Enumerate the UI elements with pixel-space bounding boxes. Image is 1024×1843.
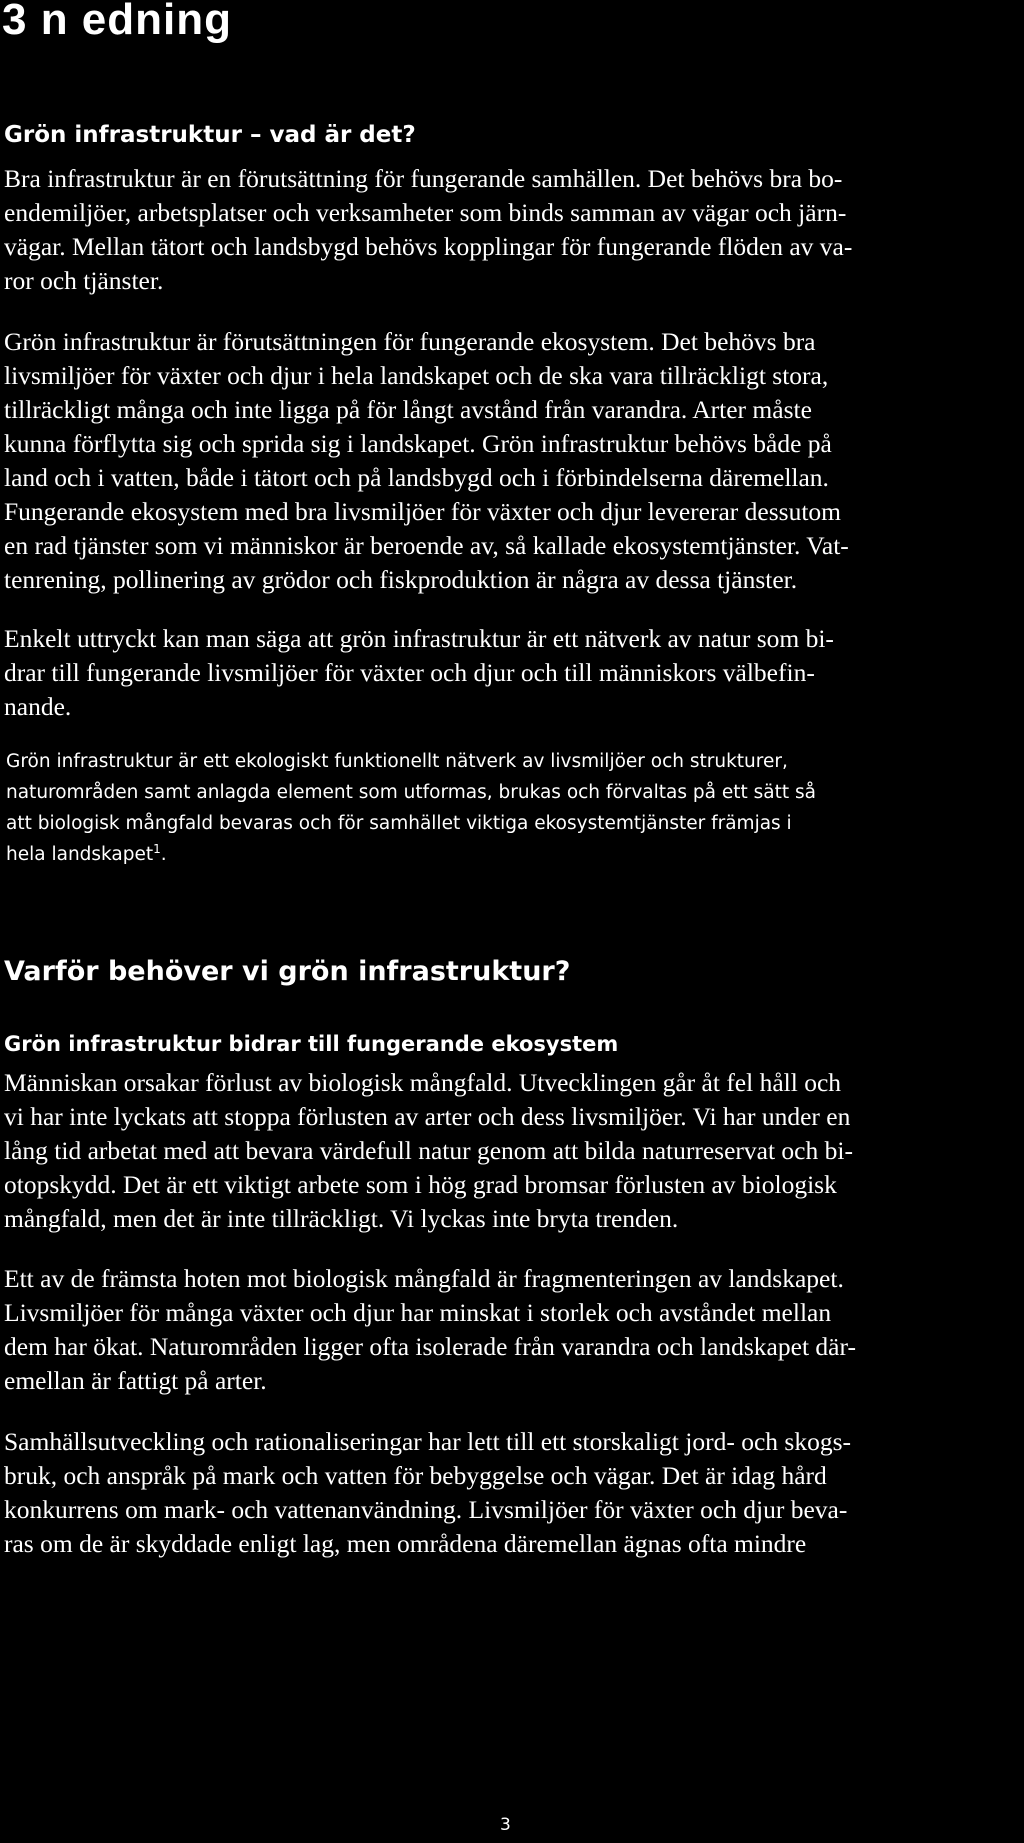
definition-end-punct: . <box>160 844 167 865</box>
text-line: Människan orsakar förlust av biologisk mångfald. Utvecklingen går åt fel håll och <box>4 1068 842 1097</box>
text-line: tillräckligt många och inte ligga på för långt avstånd från varandra. Arter måste <box>4 395 812 424</box>
text-line: lång tid arbetat med att bevara värdefull natur genom att bilda naturreservat och bi- <box>4 1136 853 1165</box>
text-line: nande. <box>4 692 72 721</box>
text-line: vi har inte lyckats att stoppa förlusten av arter och dess livsmiljöer. Vi har under en <box>4 1102 851 1131</box>
paragraph-land-use <box>4 1425 1018 1561</box>
text-line: naturområden samt anlagda element som utformas, brukas och förvaltas på ett sätt så <box>6 782 816 803</box>
text-line: dem har ökat. Naturområden ligger ofta isolerade från varandra och landskapet där- <box>4 1332 856 1361</box>
text-line: Grön infrastruktur är ett ekologiskt funktionellt nätverk av livsmiljöer och strukturer, <box>6 751 788 772</box>
text-line: att biologisk mångfald bevaras och för samhället viktiga ekosystemtjänster främjas i <box>6 813 792 834</box>
definition-quote <box>6 746 1016 870</box>
footnote-reference[interactable]: 1 <box>153 841 161 856</box>
chapter-title: 3 n edning <box>2 0 232 44</box>
text-line: otopskydd. Det är ett viktigt arbete som i hög grad bromsar förlusten av biologisk <box>4 1170 837 1199</box>
definition-last-line: hela landskapet <box>6 844 154 865</box>
text-line: tenrening, pollinering av grödor och fiskproduktion är några av dessa tjänster. <box>4 565 798 594</box>
text-line <box>6 839 1016 870</box>
text-line: Samhällsutveckling och rationaliseringar har lett till ett storskaligt jord- och skogs- <box>4 1427 851 1456</box>
paragraph-summary <box>4 622 1018 724</box>
text-line: livsmiljöer för växter och djur i hela landskapet och de ska vara tillräckligt stora, <box>4 361 829 390</box>
paragraph-ecosystems <box>4 325 1018 597</box>
text-line: Fungerande ekosystem med bra livsmiljöer för växter och djur levererar dessutom <box>4 497 841 526</box>
section-heading-what-is: Grön infrastruktur – vad är det? <box>4 122 416 148</box>
text-line: en rad tjänster som vi människor är beroende av, så kallade ekosystemtjänster. Vat- <box>4 531 849 560</box>
paragraph-fragmentation <box>4 1262 1018 1398</box>
text-line: emellan är fattigt på arter. <box>4 1366 267 1395</box>
text-line: Enkelt uttryckt kan man säga att grön infrastruktur är ett nätverk av natur som bi- <box>4 624 834 653</box>
text-line: Bra infrastruktur är en förutsättning för fungerande samhällen. Det behövs bra bo- <box>4 164 843 193</box>
text-line: ras om de är skyddade enligt lag, men områdena däremellan ägnas ofta mindre <box>4 1529 807 1558</box>
text-line: kunna förflytta sig och sprida sig i landskapet. Grön infrastruktur behövs både på <box>4 429 832 458</box>
page-number: 3 <box>500 1815 511 1835</box>
text-line: bruk, och anspråk på mark och vatten för bebyggelse och vägar. Det är idag hård <box>4 1461 827 1490</box>
paragraph-infrastructure <box>4 162 1018 298</box>
subheading-ecosystems: Grön infrastruktur bidrar till fungerande ekosystem <box>4 1032 619 1056</box>
section-heading-why: Varför behöver vi grön infrastruktur? <box>4 956 571 987</box>
text-line: Grön infrastruktur är förutsättningen för fungerande ekosystem. Det behövs bra <box>4 327 816 356</box>
text-line: vägar. Mellan tätort och landsbygd behövs kopplingar för fungerande flöden av va- <box>4 232 853 261</box>
paragraph-biodiversity-loss <box>4 1066 1018 1236</box>
text-line: land och i vatten, både i tätort och på landsbygd och i förbindelserna däremellan. <box>4 463 829 492</box>
text-line: Livsmiljöer för många växter och djur har minskat i storlek och avståndet mellan <box>4 1298 832 1327</box>
text-line: mångfald, men det är inte tillräckligt. Vi lyckas inte bryta trenden. <box>4 1204 679 1233</box>
text-line: endemiljöer, arbetsplatser och verksamheter som binds samman av vägar och järn- <box>4 198 847 227</box>
text-line: drar till fungerande livsmiljöer för växter och djur och till människors välbefin- <box>4 658 815 687</box>
text-line: ror och tjänster. <box>4 266 164 295</box>
text-line: konkurrens om mark- och vattenanvändning. Livsmiljöer för växter och djur beva- <box>4 1495 848 1524</box>
text-line: Ett av de främsta hoten mot biologisk mångfald är fragmenteringen av landskapet. <box>4 1264 844 1293</box>
